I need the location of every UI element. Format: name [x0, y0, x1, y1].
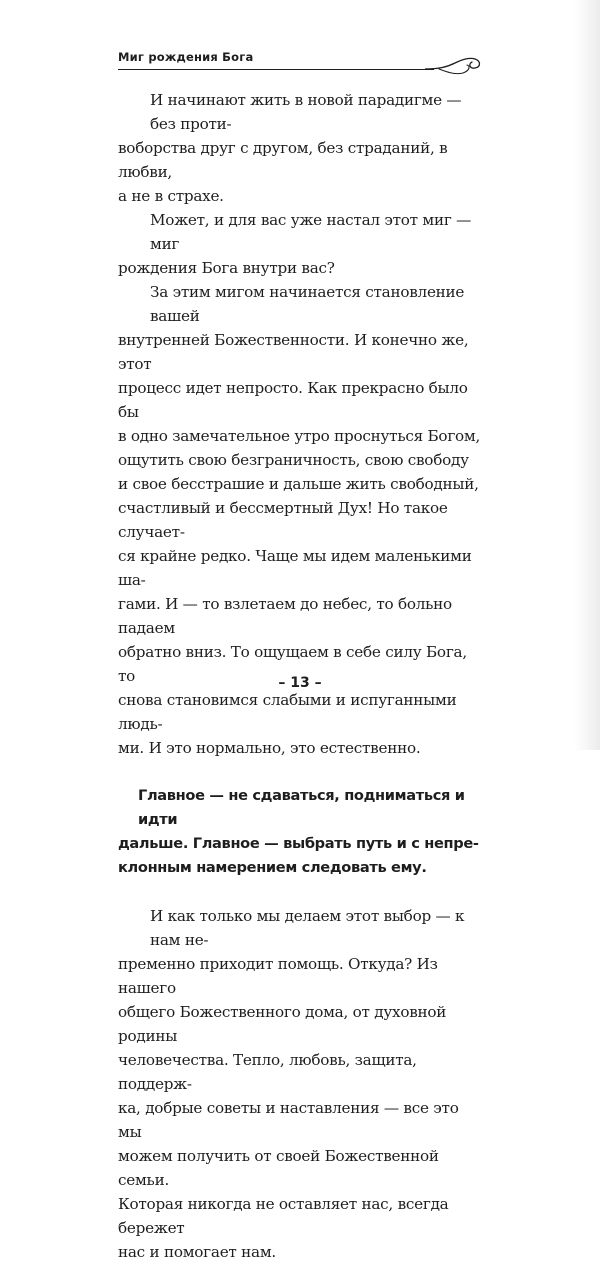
text-line: Главное — не сдаваться, подниматься и идти	[138, 787, 465, 828]
text-line: воборства друг с другом, без страданий, в любви,	[118, 139, 448, 181]
text-line: ощутить свою безграничность, свою свободу	[118, 451, 469, 469]
running-title: Миг рождения Бога	[118, 50, 254, 64]
text-line: Которая никогда не оставляет нас, всегда бережет	[118, 1195, 449, 1237]
text-line: ми. И это нормально, это естественно.	[118, 739, 421, 757]
text-line: можем получить от своей Божественной семьи.	[118, 1147, 439, 1189]
text-line: человечества. Тепло, любовь, защита, поддерж-	[118, 1051, 417, 1093]
page-number: – 13 –	[278, 675, 322, 691]
text-line: За этим мигом начинается становление вашей	[150, 283, 465, 325]
text-line: обратно вниз. То ощущаем в себе силу Бога, то	[118, 643, 467, 685]
text-line: гами. И — то взлетаем до небес, то больно падаем	[118, 595, 452, 637]
page-edge-shadow	[574, 0, 600, 750]
text-line: процесс идет непросто. Как прекрасно было бы	[118, 379, 468, 421]
text-line: рождения Бога внутри вас?	[118, 259, 335, 277]
header-rule	[118, 69, 434, 70]
text-line: И начинают жить в новой парадигме — без проти-	[150, 91, 462, 133]
text-line: счастливый и бессмертный Дух! Но такое случает-	[118, 499, 448, 541]
text-line: пременно приходит помощь. Откуда? Из нашего	[118, 955, 438, 997]
text-line: в одно замечательное утро проснуться Богом,	[118, 427, 481, 445]
emphasis-paragraph	[118, 784, 484, 880]
text-line: клонным намерением следовать ему.	[118, 859, 427, 876]
text-line: И как только мы делаем этот выбор — к нам не-	[150, 907, 465, 949]
text-line: и свое бесстрашие и дальше жить свободный,	[118, 475, 479, 493]
spacer	[118, 880, 484, 904]
spacer	[118, 760, 484, 784]
text-line: а не в страхе.	[118, 187, 224, 205]
text-line: Может, и для вас уже настал этот миг — миг	[150, 211, 472, 253]
text-line: внутренней Божественности. И конечно же, этот	[118, 331, 469, 373]
text-line: снова становимся слабыми и испуганными людь-	[118, 691, 457, 733]
text-line: ся крайне редко. Чаще мы идем маленькими ша-	[118, 547, 472, 589]
text-line: нас и помогает нам.	[118, 1243, 276, 1261]
flourish-ornament	[425, 53, 485, 79]
text-line: дальше. Главное — выбрать путь и с непре-	[118, 835, 479, 852]
text-line: общего Божественного дома, от духовной родины	[118, 1003, 447, 1045]
text-line: ка, добрые советы и наставления — все это мы	[118, 1099, 459, 1141]
